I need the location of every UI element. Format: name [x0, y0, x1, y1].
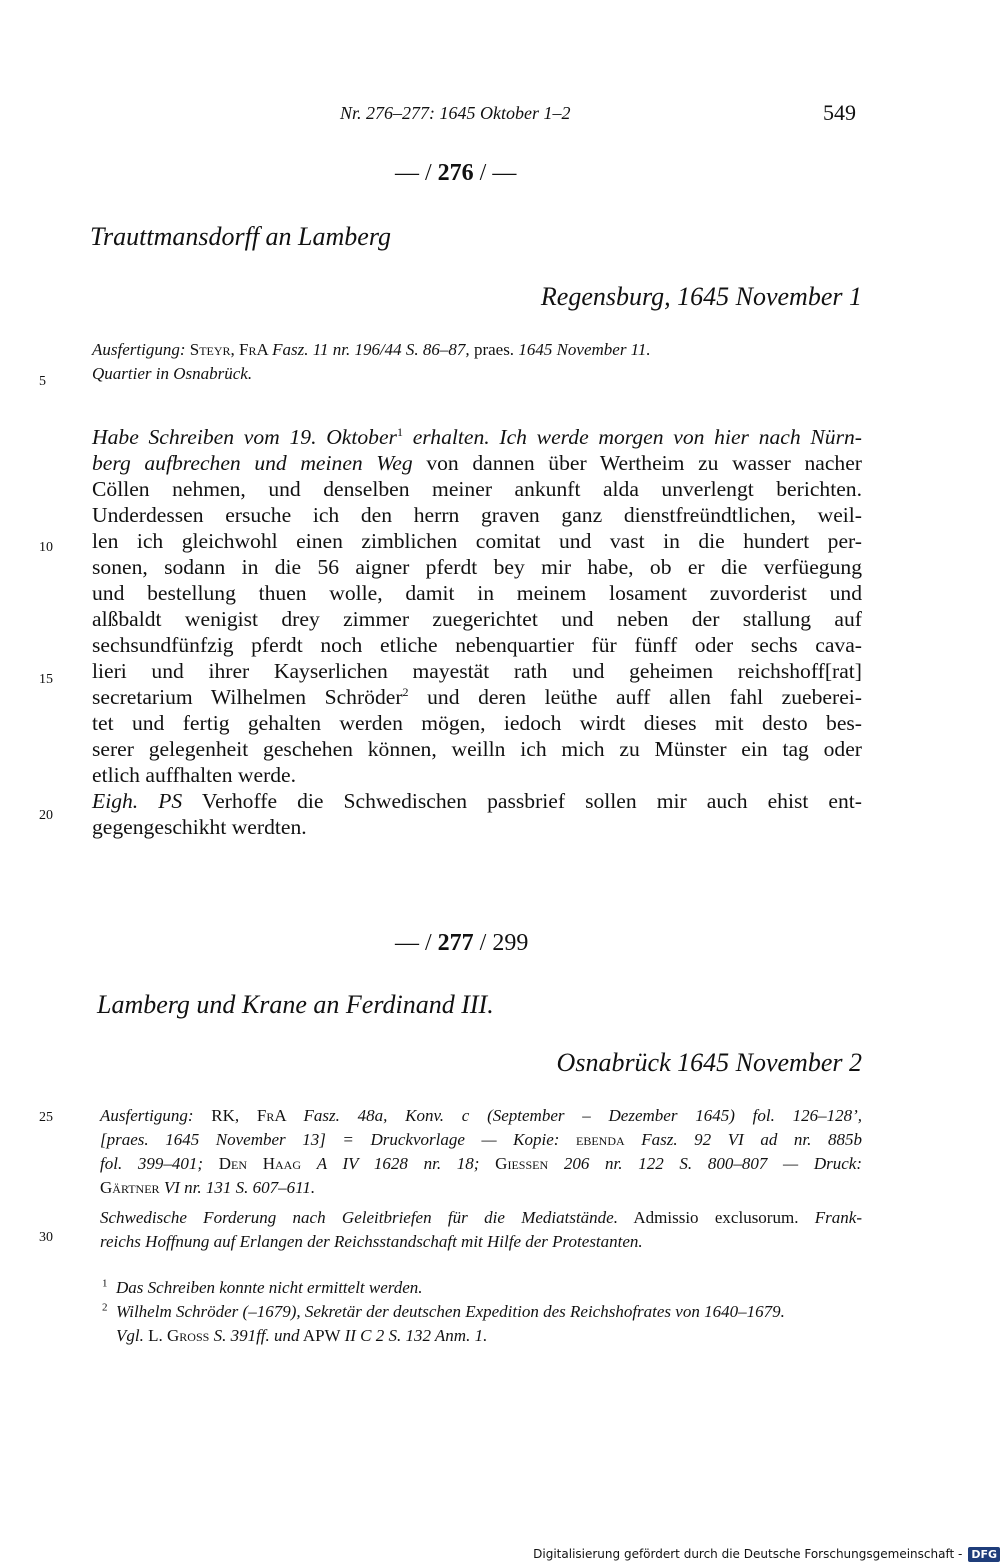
source-line: [praes. 1645 November 13] = Druckvorlage — Kopie: ebenda Fasz. 92 VI ad nr. 885b [100, 1130, 862, 1149]
line-number: 25 [39, 1110, 53, 1125]
document-number-277: — / 277 / 299 [395, 930, 529, 956]
body-line: etlich auffhalten werde. [92, 763, 297, 787]
digitization-footer [0, 1547, 1000, 1568]
document-number-276: — / 276 / — [395, 160, 517, 186]
line-number: 30 [39, 1230, 53, 1245]
body-line: len ich gleichwohl einen zimblichen comitat und vast in die hundert per- [92, 529, 862, 553]
footer-text: Digitalisierung gefördert durch die Deutsche Forschungsgemeinschaft - [529, 1545, 966, 1563]
line-number: 5 [39, 374, 46, 389]
source-note-277 [100, 1104, 862, 1200]
body-line: berg aufbrechen und meinen Weg von dannen über Wertheim zu wasser nacher [92, 451, 862, 475]
body-line: lieri und ihrer Kayserlichen mayestät rath und geheimen reichshoff[rat] [92, 659, 862, 683]
body-line: secretarium Wilhelmen Schröder$^2$ und deren leüthe auff allen fahl zueberei- [92, 684, 862, 709]
regest-line: Quartier in Osnabrück. [92, 364, 253, 383]
body-line: tet und fertig gehalten werden mögen, iedoch wirdt dieses mit desto bes- [92, 711, 862, 735]
body-line: Cöllen nehmen, und denselben meiner ankunft alda unverlengt berichten. [92, 477, 862, 501]
page-number: 549 [823, 100, 856, 125]
document-title-276: Trauttmansdorff an Lamberg [90, 222, 391, 251]
body-line: Habe Schreiben vom 19. Oktober$^1$ erhalten. Ich werde morgen von hier nach Nürn- [92, 424, 862, 449]
footnote-2-continuation: Vgl. L. Gross S. 391ff. und APW II C 2 S. 132 Anm. 1. [116, 1326, 488, 1345]
footnote-2: $^2$ Wilhelm Schröder (–1679), Sekretär der deutschen Expedition des Reichshofrates von 1640–1679. [102, 1301, 785, 1321]
source-line: Ausfertigung: Steyr, FrA Fasz. 11 nr. 196/44 S. 86–87, praes. 1645 November 11. [92, 340, 651, 359]
line-number: 10 [39, 540, 53, 555]
summary-277 [100, 1206, 862, 1254]
place-date-277: Osnabrück 1645 November 2 [556, 1048, 862, 1077]
body-line: gegengeschikht werdten. [92, 815, 307, 839]
running-head: Nr. 276–277: 1645 Oktober 1–2 [340, 103, 571, 123]
body-line: serer gelegenheit geschehen können, weilln ich mich zu Münster ein tag oder [92, 737, 862, 761]
letter-body-276 [92, 424, 862, 840]
summary-line: Schwedische Forderung nach Geleitbriefen für die Mediatstände. Admissio exclusorum. Frank- [100, 1208, 862, 1227]
document-title-277: Lamberg und Krane an Ferdinand III. [97, 990, 494, 1019]
body-line: und bestellung thuen wolle, damit in meinem losament zuvorderist und [92, 581, 862, 605]
place-date-276: Regensburg, 1645 November 1 [540, 282, 862, 311]
source-line: Gärtner VI nr. 131 S. 607–611. [100, 1178, 316, 1197]
body-line: Eigh. PS Verhoffe die Schwedischen passbrief sollen mir auch ehist ent- [92, 789, 863, 813]
source-line: Ausfertigung: RK, FrA Fasz. 48a, Konv. c (September – Dezember 1645) fol. 126–128’, [100, 1106, 862, 1125]
footnote-1: $^1$ Das Schreiben konnte nicht ermittelt werden. [102, 1277, 423, 1297]
body-line: sechsundfünfzig pferdt noch etliche nebenquartier für fünff oder sechs cava- [92, 633, 862, 657]
source-line: fol. 399–401; Den Haag A IV 1628 nr. 18; Giessen 206 nr. 122 S. 800–807 — Druck: [100, 1154, 863, 1173]
body-line: alßbaldt wenigist drey zimmer zuegerichtet und neben der stallung auf [92, 607, 862, 631]
dfg-logo-icon: DFG [968, 1547, 1000, 1562]
source-note-276 [92, 338, 862, 386]
body-line: sonen, sodann in die 56 aigner pferdt bey mir habe, ob er die verfüegung [92, 555, 862, 579]
summary-line: reichs Hoffnung auf Erlangen der Reichsstandschaft mit Hilfe der Protestanten. [100, 1232, 643, 1251]
line-number: 20 [39, 808, 53, 823]
line-number: 15 [39, 672, 53, 687]
body-line: Underdessen ersuche ich den herrn graven ganz dienstfreündtlichen, weil- [92, 503, 862, 527]
